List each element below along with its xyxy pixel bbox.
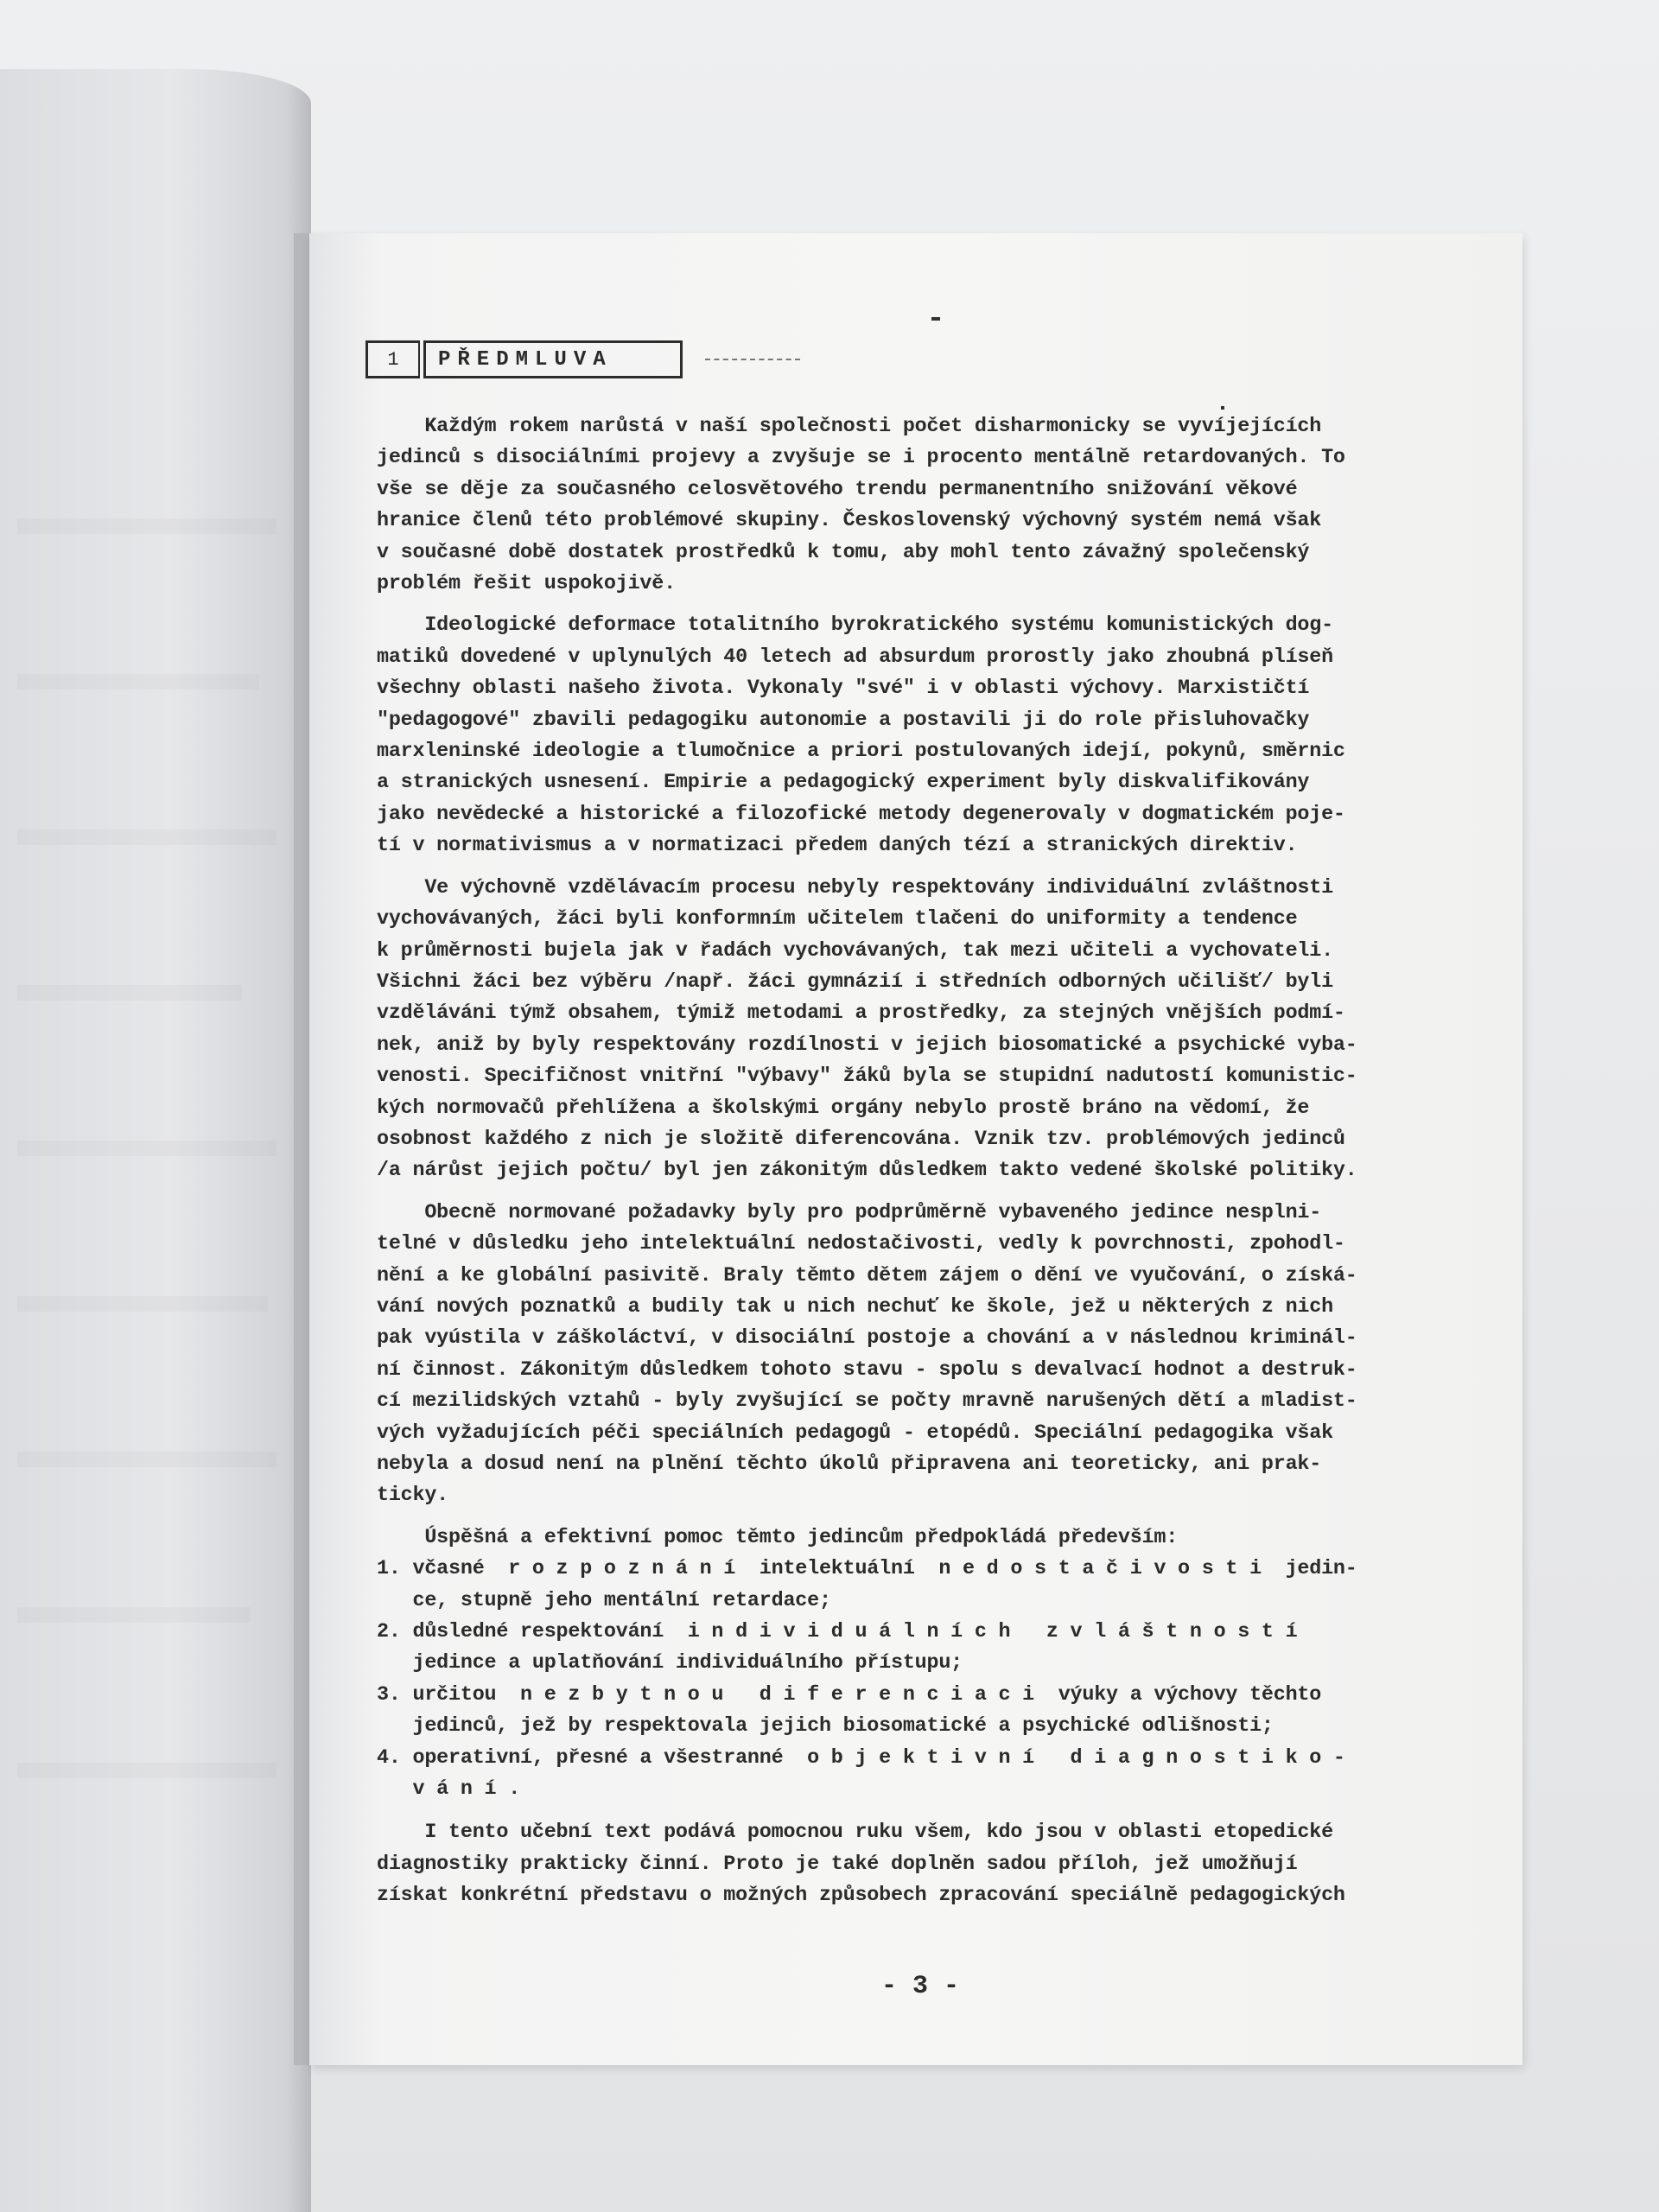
heading-dash-line — [705, 359, 800, 360]
section-title: PŘEDMLUVA — [423, 340, 683, 378]
bleed-through-line — [17, 1607, 251, 1623]
text-line: vzděláváni týmž obsahem, týmiž metodami a prostředky, za stejných vnějších podmí- — [377, 1002, 1345, 1026]
requirements-list — [377, 1522, 1448, 1806]
ink-speck — [931, 317, 940, 321]
text-line: cí mezilidských vztahů - byly zvyšující se počty mravně narušených dětí a mladist- — [377, 1390, 1357, 1414]
bleed-through-line — [17, 674, 259, 690]
text-line: telné v důsledku jeho intelektuální nedostačivosti, vedly k povrchnosti, zpohodl- — [377, 1233, 1345, 1256]
text-line: nebyla a dosud není na plnění těchto úkolů připravena ani teoreticky, ani prak- — [377, 1453, 1322, 1476]
text-line: tí v normativismus a v normatizaci předem daných tézí a stranických direktiv. — [377, 835, 1298, 858]
text-line: získat konkrétní představu o možných způsobech zpracování speciálně pedagogických — [377, 1885, 1345, 1908]
text-line: ní činnost. Zákonitým důsledkem tohoto stavu - spolu s devalvací hodnot a destruk- — [377, 1358, 1357, 1382]
text-line: Ideologické deformace totalitního byrokratického systému komunistických dog- — [377, 614, 1333, 638]
bleed-through-line — [17, 985, 242, 1001]
ink-speck — [1221, 406, 1224, 410]
bleed-through-line — [17, 1141, 276, 1156]
text-line: všechny oblasti našeho života. Vykonaly "své" i v oblasti výchovy. Marxističtí — [377, 677, 1310, 701]
text-line: vše se děje za současného celosvětového trendu permanentního snižování věkové — [377, 478, 1298, 501]
bleed-through-line — [17, 1763, 276, 1778]
text-line: hranice členů této problémové skupiny. Československý výchovný systém nemá však — [377, 510, 1322, 533]
document-body — [377, 411, 1448, 1923]
list-item-line: ce, stupně jeho mentální retardace; — [377, 1589, 831, 1612]
text-line: vání nových poznatků a budily tak u nich nechuť ke škole, jež u některých z nich — [377, 1295, 1333, 1319]
list-item-line: 4. operativní, přesné a všestranné o b j e k t i v n í d i a g n o s t i k o - — [377, 1746, 1345, 1770]
text-line: jako nevědecké a historické a filozofické metody degenerovaly v dogmatickém poje- — [377, 803, 1345, 826]
closing-paragraph — [377, 1817, 1448, 1911]
left-page — [0, 69, 311, 2212]
text-line: nění a ke globální pasivitě. Braly těmto dětem zájem o dění ve vyučování, o získá- — [377, 1264, 1357, 1287]
text-line: vých vyžadujících péči speciálních pedagogů - etopédů. Speciální pedagogika však — [377, 1421, 1333, 1445]
list-item-line: v á n í . — [377, 1778, 521, 1802]
text-line: k průměrnosti bujela jak v řadách vychovávaných, tak mezi učiteli a vychovateli. — [377, 939, 1333, 963]
paragraph-3 — [377, 873, 1448, 1187]
text-line: kých normovačů přehlížena a školskými orgány nebylo prostě bráno na vědomí, že — [377, 1096, 1310, 1120]
text-line: Ve výchovně vzdělávacím procesu nebyly respektovány individuální zvláštnosti — [377, 876, 1333, 899]
bleed-through-line — [17, 518, 276, 534]
text-line: marxleninské ideologie a tlumočnice a priori postulovaných idejí, pokynů, směrnic — [377, 741, 1345, 764]
text-line: nek, aniž by byly respektovány rozdílnosti v jejich biosomatické a psychické vyba- — [377, 1033, 1357, 1057]
text-line: Každým rokem narůstá v naší společnosti počet disharmonicky se vyvíjejících — [377, 416, 1322, 438]
text-line: vychovávaných, žáci byli konformním učitelem tlačeni do uniformity a tendence — [377, 908, 1298, 931]
list-intro: Úspěšná a efektivní pomoc těmto jedincům předpokládá především: — [377, 1526, 1179, 1549]
text-line: pak vyústila v záškoláctví, v disociální postoje a chování a v následnou kriminál- — [377, 1327, 1357, 1351]
text-line: jedinců s disociálními projevy a zvyšuje se i procento mentálně retardovaných. To — [377, 447, 1345, 470]
text-line: osobnost každého z nich je složitě diferencována. Vznik tzv. problémových jedinců — [377, 1128, 1345, 1151]
text-line: matiků dovedené v uplynulých 40 letech ad absurdum prorostly jako zhoubná plíseň — [377, 645, 1333, 669]
text-line: a stranických usnesení. Empirie a pedagogický experiment byly diskvalifikovány — [377, 772, 1310, 795]
list-item-line: 1. včasné r o z p o z n á n í intelektuální n e d o s t a č i v o s t i jedin- — [377, 1558, 1357, 1581]
paragraph-4 — [377, 1198, 1448, 1512]
bleed-through-line — [17, 830, 276, 845]
bleed-through-line — [17, 1296, 268, 1312]
list-item-line: jedinců, jež by respektovala jejich biosomatické a psychické odlišnosti; — [377, 1715, 1274, 1738]
list-item-line: 2. důsledné respektování i n d i v i d u á l n í c h z v l á š t n o s t í — [377, 1621, 1298, 1644]
text-line: v současné době dostatek prostředků k tomu, aby mohl tento závažný společenský — [377, 541, 1310, 564]
section-number: 1 — [365, 340, 420, 378]
paragraph-1 — [377, 411, 1448, 600]
list-item-line: jedince a uplatňování individuálního přístupu; — [377, 1652, 963, 1675]
text-line: /a nárůst jejich počtu/ byl jen zákonitým důsledkem takto vedené školské politiky. — [377, 1160, 1357, 1183]
text-line: problém řešit uspokojivě. — [377, 573, 676, 596]
paragraph-2 — [377, 610, 1448, 861]
section-heading — [365, 340, 800, 378]
text-line: "pedagogové" zbavili pedagogiku autonomie a postavili ji do role přisluhovačky — [377, 709, 1310, 732]
list-item-line: 3. určitou n e z b y t n o u d i f e r e n c i a c i výuky a výchovy těchto — [377, 1683, 1322, 1707]
text-line: diagnostiky prakticky činní. Proto je také doplněn sadou příloh, jež umožňují — [377, 1853, 1298, 1876]
text-line: ticky. — [377, 1484, 449, 1508]
text-line: Všichni žáci bez výběru /např. žáci gymnázií i středních odborných učilišť/ byli — [377, 970, 1333, 994]
text-line: venosti. Specifičnost vnitřní "výbavy" žáků byla se stupidní nadutostí komunistic- — [377, 1065, 1357, 1089]
text-line: I tento učební text podává pomocnou ruku všem, kdo jsou v oblasti etopedické — [377, 1821, 1333, 1845]
text-line: Obecně normované požadavky byly pro podprůměrně vybaveného jedince nesplni- — [377, 1201, 1322, 1224]
bleed-through-line — [17, 1452, 276, 1467]
page-number: - 3 - — [881, 1972, 960, 2001]
